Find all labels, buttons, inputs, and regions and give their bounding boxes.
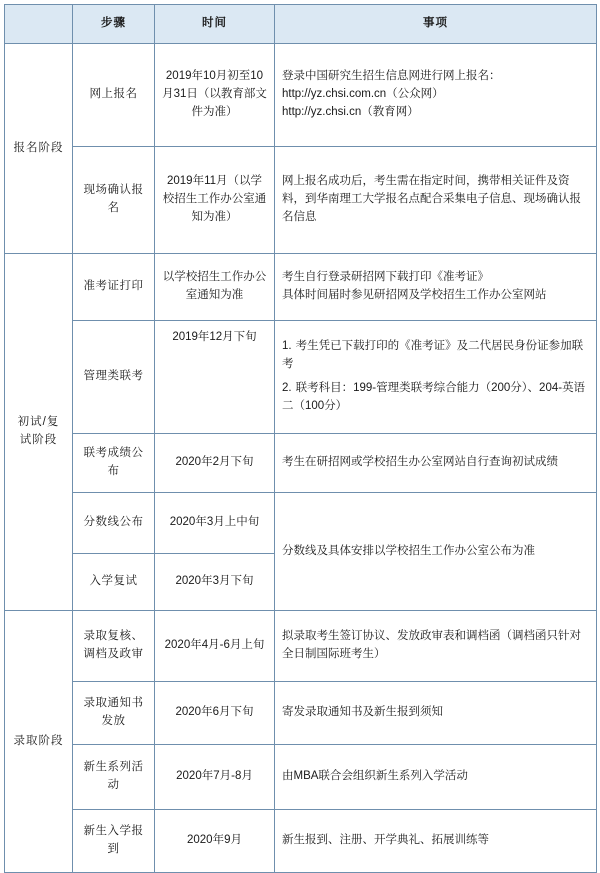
item-cell-onsite-confirm	[275, 147, 597, 254]
item-line: 登录中国研究生招生信息网进行网上报名：	[282, 70, 501, 83]
table-row	[5, 493, 597, 554]
time-cell-score-line: 2020年3月上中旬	[155, 493, 275, 554]
table-row	[5, 611, 597, 682]
header-row	[5, 5, 597, 44]
column-header-step: 步骤	[73, 5, 155, 44]
item-cell-enrollment	[275, 810, 597, 873]
column-header-item: 事项	[275, 5, 597, 44]
step-cell-online-registration: 网上报名	[73, 44, 155, 147]
item-line-url-public: http://yz.chsi.com.cn（公众网）	[282, 88, 444, 101]
item-cell-score-release	[275, 434, 597, 493]
time-cell-admission-ticket: 以学校招生工作办公室通知为准	[155, 254, 275, 321]
time-cell-score-release: 2020年2月下旬	[155, 434, 275, 493]
item-ordered-line	[282, 380, 589, 416]
time-cell-enrollment: 2020年9月	[155, 810, 275, 873]
item-cell-joint-exam	[275, 321, 597, 434]
time-cell-joint-exam: 2019年12月下旬	[155, 321, 275, 434]
item-line-url-edu: http://yz.chsi.cn（教育网）	[282, 105, 419, 118]
stage-cell-admission: 录取阶段	[5, 611, 73, 873]
table-row	[5, 810, 597, 873]
stage-cell-exam: 初试/复试阶段	[5, 254, 73, 611]
table-row	[5, 321, 597, 434]
table-row	[5, 254, 597, 321]
step-cell-enrollment: 新生入学报到	[73, 810, 155, 873]
step-cell-joint-exam: 管理类联考	[73, 321, 155, 434]
item-cell-admission-ticket	[275, 254, 597, 321]
step-cell-admission-ticket: 准考证打印	[73, 254, 155, 321]
time-cell-review-transfer: 2020年4月-6月上旬	[155, 611, 275, 682]
item-number: 1.	[282, 340, 292, 353]
step-cell-interview: 入学复试	[73, 554, 155, 611]
table-row	[5, 147, 597, 254]
column-header-stage	[5, 5, 73, 44]
item-text: 联考科目：199-管理类联考综合能力（200分）、204-英语二（100分）	[282, 382, 586, 412]
item-cell-offer-letter	[275, 682, 597, 745]
table-row	[5, 44, 597, 147]
item-cell-online-registration	[275, 44, 597, 147]
step-cell-score-line: 分数线公布	[73, 493, 155, 554]
item-cell-new-student-activity	[275, 745, 597, 810]
item-cell-score-line	[275, 493, 597, 611]
item-line: 拟录取考生签订协议、发放政审表和调档函（调档函只针对全日制国际班考生）	[282, 630, 581, 660]
table-row	[5, 434, 597, 493]
item-line: 由MBA联合会组织新生系列入学活动	[282, 770, 468, 783]
item-ordered-line	[282, 338, 589, 374]
item-line: 寄发录取通知书及新生报到须知	[282, 706, 443, 719]
step-cell-review-transfer: 录取复核、调档及政审	[73, 611, 155, 682]
item-text: 考生凭已下载打印的《准考证》及二代居民身份证参加联考	[282, 340, 584, 371]
table-body	[5, 44, 597, 873]
time-cell-offer-letter: 2020年6月下旬	[155, 682, 275, 745]
step-cell-offer-letter: 录取通知书发放	[73, 682, 155, 745]
table-row	[5, 682, 597, 745]
item-line: 具体时间届时参见研招网及学校招生工作办公室网站	[282, 289, 547, 301]
item-line: 考生自行登录研招网下载打印《准考证》	[282, 271, 489, 284]
admission-schedule-table	[4, 4, 597, 873]
item-cell-review-transfer	[275, 611, 597, 682]
stage-cell-registration: 报名阶段	[5, 44, 73, 254]
item-number: 2.	[282, 382, 292, 394]
time-cell-interview: 2020年3月下旬	[155, 554, 275, 611]
step-cell-onsite-confirm: 现场确认报名	[73, 147, 155, 254]
item-line: 网上报名成功后，考生需在指定时间，携带相关证件及资料，到华南理工大学报名点配合采集电子信息、现场确认报名信息	[282, 175, 581, 223]
step-cell-score-release: 联考成绩公布	[73, 434, 155, 493]
time-cell-onsite-confirm: 2019年11月（以学校招生工作办公室通知为准）	[155, 147, 275, 254]
item-line: 考生在研招网或学校招生办公室网站自行查询初试成绩	[282, 456, 558, 469]
column-header-time: 时间	[155, 5, 275, 44]
item-line: 分数线及具体安排以学校招生工作办公室公布为准	[282, 544, 535, 557]
step-cell-new-student-activity: 新生系列活动	[73, 745, 155, 810]
time-cell-online-registration: 2019年10月初至10月31日（以教育部文件为准）	[155, 44, 275, 147]
time-cell-new-student-activity: 2020年7月-8月	[155, 745, 275, 810]
table-row	[5, 745, 597, 810]
table-header	[5, 5, 597, 44]
item-line: 新生报到、注册、开学典礼、拓展训练等	[282, 834, 489, 847]
